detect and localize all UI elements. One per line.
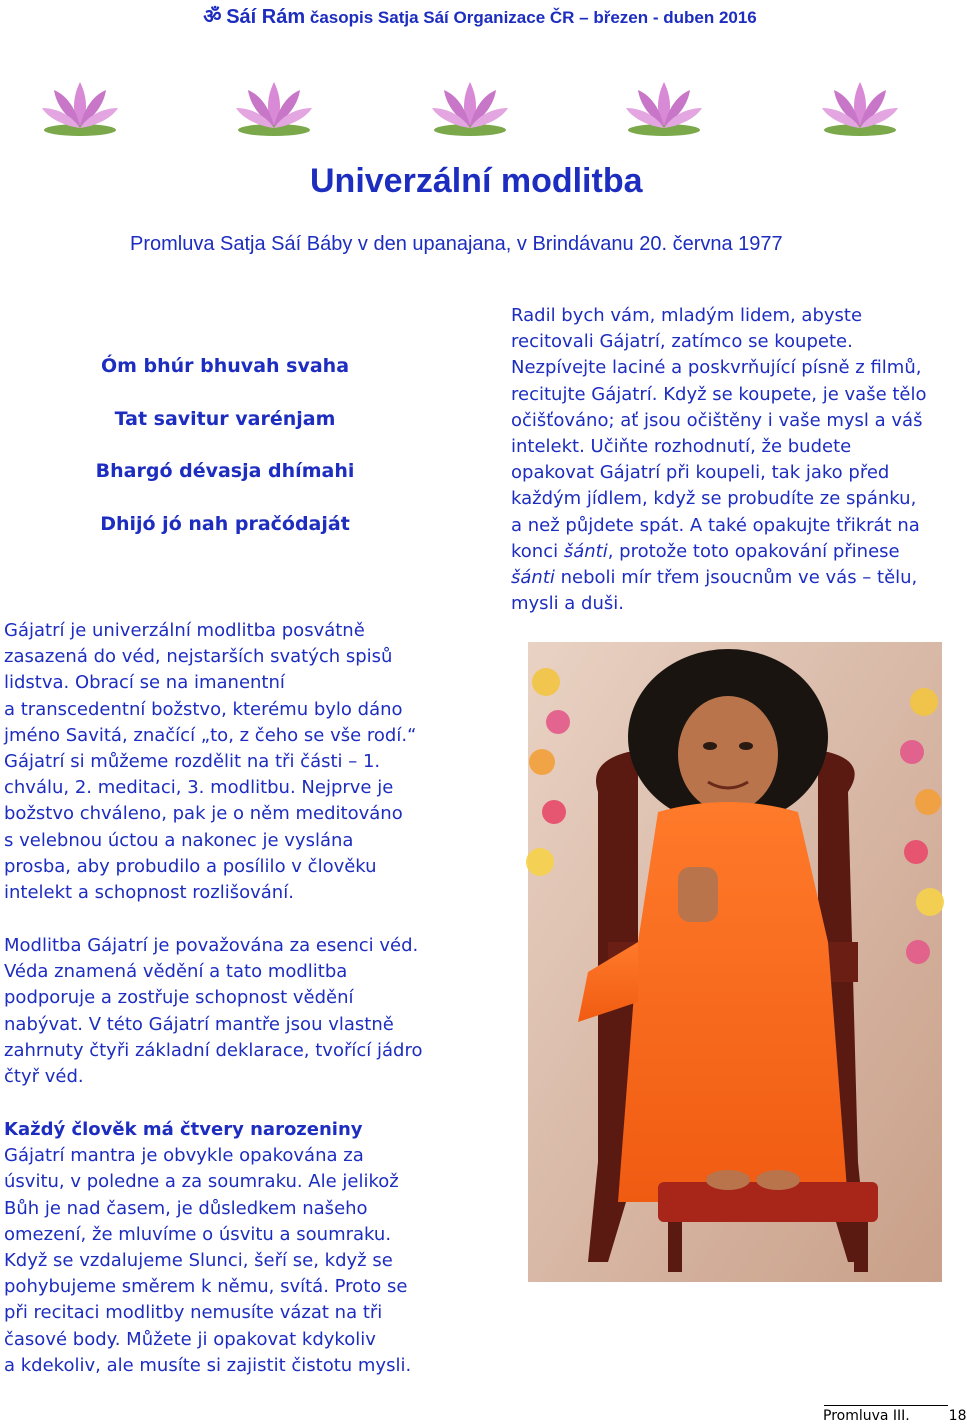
lotus-flower-icon [428,76,512,140]
mantra-line: Óm bhúr bhuvah svaha [100,355,350,377]
mantra-line: Tat savitur varénjam [114,408,336,430]
text-line: zahrnuty čtyři základní deklarace, tvořící jádro [4,1039,423,1061]
paragraph-essence [4,933,464,1090]
magazine-header [0,2,960,29]
text-line: Véda znamená vědění a tato modlitba [4,961,348,983]
text-line: božstvo chváleno, pak je o něm meditováno [4,803,403,825]
text-line: při recitaci modlitby nemusíte vázat na tři [4,1302,383,1324]
text-run: neboli mír třem jsoucnům ve vás – tělu, [554,567,918,589]
text-line: jméno Savitá, značící „to, z čeho se vše rodí.“ [4,724,417,746]
text-run: , protože toto opakování přinese [607,540,900,562]
text-line: čtyř véd. [4,1066,84,1088]
text-line: Modlitba Gájatrí je považována za esenci véd. [4,935,419,956]
section-heading: Každý člověk má čtvery narozeniny [4,1119,363,1140]
lotus-flower-icon [232,76,316,140]
paragraph-birthdays [4,1117,464,1379]
text-line: lidstva. Obrací se na imanentní [4,672,285,694]
text-line [511,539,956,565]
text-line: Nezpívejte laciné a poskvrňující písně z filmů, [511,357,922,379]
header-rest: časopis Satja Sáí Organizace ČR – březen - duben 2016 [309,8,757,27]
text-line: Bůh je nad časem, je důsledkem našeho [4,1197,368,1219]
footer-rule [824,1405,948,1406]
text-line: Gájatrí mantra je obvykle opakována za [4,1145,364,1167]
text-line: prosba, aby probudilo a posílilo v člověku [4,855,377,877]
article-title: Univerzální modlitba [310,162,643,200]
text-line: recitovali Gájatrí, zatímco se koupete. [511,331,853,353]
page-number: 18 [948,1408,967,1424]
page-footer [823,1408,967,1424]
text-line: úsvitu, v poledne a za soumraku. Ale jelikož [4,1171,399,1193]
italic-term: šánti [511,567,555,589]
lotus-flower-icon [38,76,122,140]
photo-sai-baba [528,642,942,1282]
italic-term: šánti [563,540,608,562]
text-line: recitujte Gájatrí. Když se koupete, je vaše tělo [511,383,927,405]
text-line: Radil bych vám, mladým lidem, abyste [511,305,863,326]
text-line: Když se vzdalujeme Slunci, šeří se, když se [4,1250,393,1272]
mantra-line: Bhargó dévasja dhímahi [95,460,355,482]
text-line: a kdekoliv, ale musíte si zajistit čistotu mysli. [4,1354,412,1376]
text-line: omezení, že mluvíme o úsvitu a soumraku. [4,1223,392,1245]
text-line: chválu, 2. meditaci, 3. modlitbu. Nejprve je [4,777,394,799]
brand-name: Sáí Rám [226,6,306,28]
text-run: konci [511,540,564,562]
text-line: mysli a duši. [511,593,624,615]
text-line: Gájatrí si můžeme rozdělit na tři části – 1. [4,751,381,773]
text-line: podporuje a zostřuje schopnost vědění [4,987,354,1009]
text-line: s velebnou úctou a nakonec je vyslána [4,829,354,851]
text-line: opakovat Gájatrí při koupeli, tak jako před [511,462,890,484]
text-line: pohybujeme směrem k němu, svítá. Proto se [4,1276,408,1298]
lotus-flower-icon [622,76,706,140]
text-line: a než půjdete spát. A také opakujte třikrát na [511,514,920,536]
text-line: nabývat. V této Gájatrí mantře jsou vlastně [4,1013,394,1035]
text-line: časové body. Můžete ji opakovat kdykoliv [4,1328,376,1350]
text-line: očišťováno; ať jsou očištěny i vaše mysl a váš [511,409,923,431]
text-line: intelekt. Učiňte rozhodnutí, že budete [511,436,852,458]
paragraph-intro [4,618,464,906]
lotus-flower-icon [818,76,902,140]
text-line: intelekt a schopnost rozlišování. [4,882,294,904]
text-line: každým jídlem, když se probudíte ze spánku, [511,488,917,510]
text-line [511,565,956,591]
text-line: zasazená do véd, nejstarších svatých spisů [4,646,393,668]
text-line: a transcedentní božstvo, kterému bylo dáno [4,698,403,720]
footer-label: Promluva III. [823,1408,910,1424]
text-line: Gájatrí je univerzální modlitba posvátně [4,620,365,641]
article-subtitle: Promluva Satja Sáí Báby v den upanajana, v Brindávanu 20. června 1977 [130,233,783,255]
mantra-line: Dhijó jó nah pračódaját [100,513,350,535]
om-symbol: ॐ [203,6,222,28]
paragraph-advice [511,303,956,617]
